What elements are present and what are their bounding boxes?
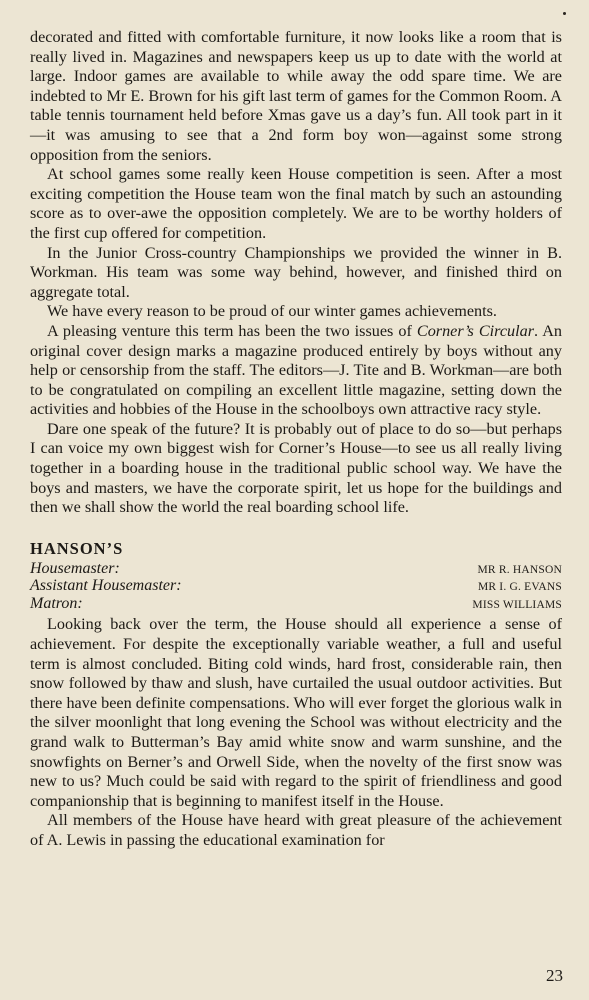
page-speck	[563, 12, 566, 15]
staff-name: MR I. G. EVANS	[477, 581, 562, 594]
page-body	[30, 28, 562, 850]
paragraph-corners-circular	[30, 322, 562, 420]
paragraph-looking-back: Looking back over the term, the House should all experience a sense of achievement. For despite the exceptionally variable weather, a full and useful term is almost concluded. Biting cold winds, hard frost, considerable rain, then snow followed by thaw and slush, have curtailed the usual outdoor activities. But there have been definite compensations. Who will ever forget the glorious walk in the silver moonlight that long evening the School was without electricity and the grand walk to Butterman’s Bay amid white snow and warm sunshine, and the snowfights on Berner’s and Orwell Side, when the novelty of the first snow was new to us? Much could be said with regard to the spirit of friendliness and good companionship that is beginning to manifest itself in the House.	[30, 615, 562, 810]
staff-name: MISS WILLIAMS	[472, 598, 562, 611]
circular-text-before: A pleasing venture this term has been the two issues of	[47, 321, 417, 340]
staff-row-housemaster	[30, 560, 562, 578]
circular-text-after: . An original cover design marks a magazine produced entirely by boys without any help or censorship from the staff. The editors—J. Tite and B. Workman—are both to be congratulated on compiling an excellent little magazine, setting down the activities and hobbies of the House in the schoolboys own attractive racy style.	[30, 321, 563, 419]
section-heading-hansons: HANSON’S	[30, 538, 124, 558]
staff-list	[30, 560, 562, 613]
paragraph-common-room: decorated and fitted with comfortable furniture, it now looks like a room that is really lived in. Magazines and newspapers keep us up to date with the world at large. Indoor games are available to while away the odd spare time. We are indebted to Mr E. Brown for his gift last term of games for the Common Room. A table tennis tournament held before Xmas gave us a day’s fun. All took part in it—it was amusing to see that a 2nd form boy won—against some strong opposition from the seniors.	[30, 28, 562, 164]
paragraph-lewis-achievement: All members of the House have heard with great pleasure of the achievement of A. Lewis in passing the educational examination for	[30, 811, 562, 849]
staff-row-matron	[30, 595, 562, 613]
paragraph-future: Dare one speak of the future? It is probably out of place to do so—but perhaps I can voice my own biggest wish for Corner’s House—to see us all really living together in a boarding house in the traditional public school way. We have the boys and masters, we have the corporate spirit, let us hope for the buildings and then we shall show the world the real boarding school life.	[30, 419, 562, 517]
staff-role: Matron:	[30, 594, 83, 612]
paragraph-winter-games: We have every reason to be proud of our winter games achievements.	[47, 302, 497, 321]
circular-title: Corner’s Circular	[416, 321, 535, 340]
staff-role: Housemaster:	[30, 559, 120, 577]
staff-name: MR R. HANSON	[477, 563, 562, 576]
staff-role: Assistant Housemaster:	[30, 577, 182, 595]
page-number: 23	[546, 966, 563, 985]
staff-row-assistant-housemaster	[30, 577, 562, 595]
paragraph-school-games: At school games some really keen House competition is seen. After a most exciting competition the House team won the final match by such an astounding score as to over-awe the opposition completely. We are to be worthy holders of the first cup offered for competition.	[30, 165, 562, 242]
paragraph-cross-country: In the Junior Cross-country Championships we provided the winner in B. Workman. His team was some way behind, however, and finished third on aggregate total.	[30, 243, 562, 301]
